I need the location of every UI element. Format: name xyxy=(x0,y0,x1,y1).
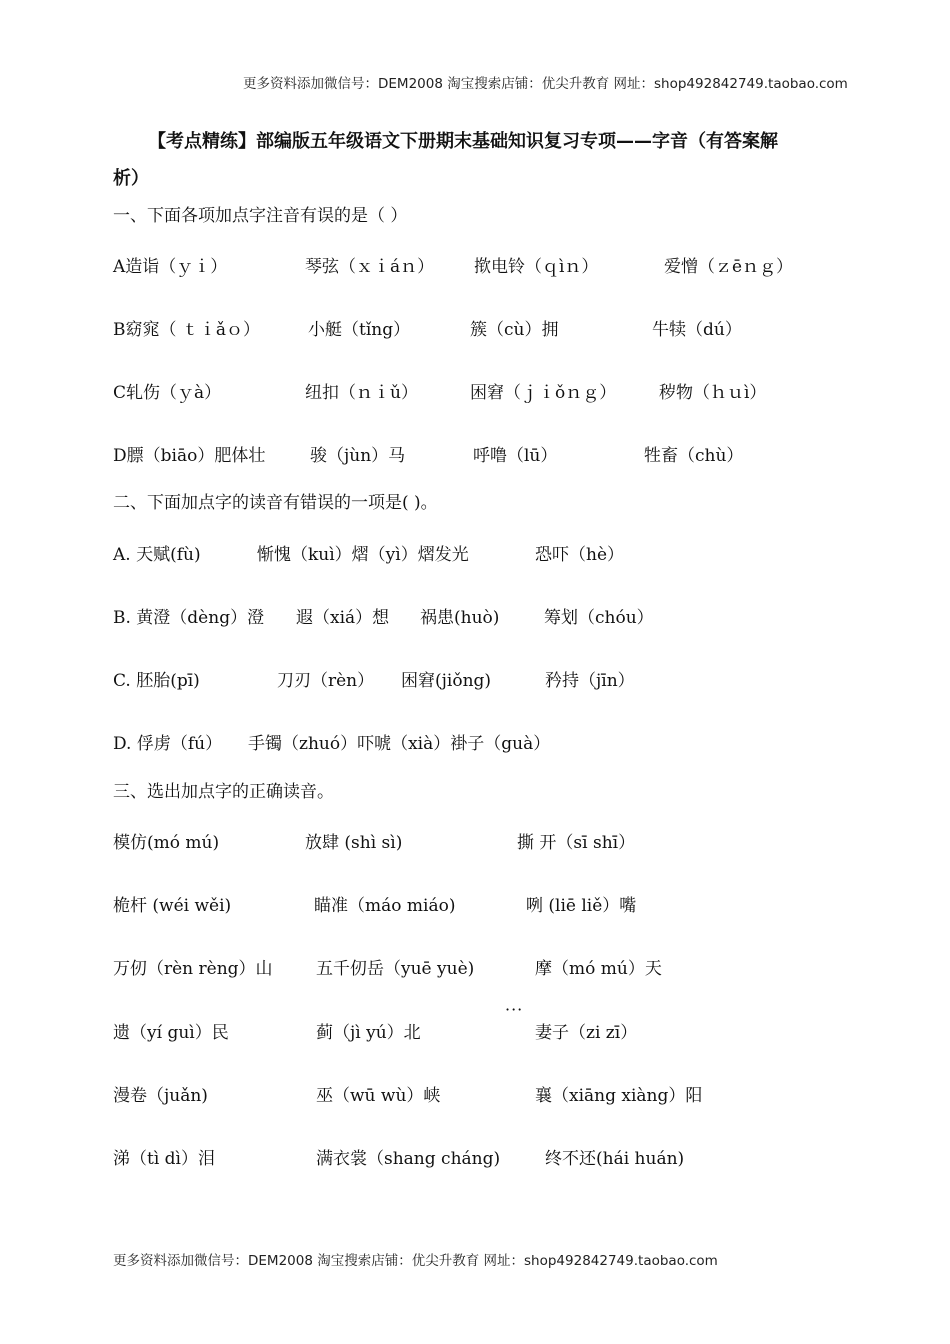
q2-c-item: 矜持（jīn） xyxy=(545,671,635,691)
q3-item: 咧 (liē liě）嘴 xyxy=(526,896,637,916)
page-header: 更多资料添加微信号：DEM2008 淘宝搜索店铺：优尖升教育 网址：shop492842749.taobao.com xyxy=(243,76,848,92)
q1-prompt: 一、下面各项加点字注音有误的是（ ） xyxy=(113,206,408,226)
emphasis-dots: ··· xyxy=(505,1000,524,1019)
q1-b-item: B窈窕（ ｔｉǎｏ） xyxy=(113,320,261,340)
q1-a-item: 揿电铃（ｑìｎ） xyxy=(474,257,599,277)
q1-d-item: 骏（jùn）马 xyxy=(310,446,406,466)
q3-item: 撕 开（sī shī） xyxy=(517,833,636,853)
page-title-line1: 【考点精练】部编版五年级语文下册期末基础知识复习专项——字音（有答案解 xyxy=(148,131,778,152)
q3-item: 涕（tì dì）泪 xyxy=(113,1149,215,1169)
q3-item: 巫（wū wù）峡 xyxy=(316,1086,441,1106)
q3-item: 遗（yí guì）民 xyxy=(113,1023,229,1043)
q2-a-item: 恐吓（hè） xyxy=(535,545,625,565)
q3-item: 模仿(mó mú) xyxy=(113,833,220,853)
q1-c-item: 秽物（ｈｕì） xyxy=(659,383,767,403)
q1-d-item: D膘（biāo）肥体壮 xyxy=(113,446,266,466)
q2-b-item: 筹划（chóu） xyxy=(544,608,654,628)
q3-item: 放肆 (shì sì) xyxy=(305,833,403,853)
q1-b-item: 小艇（tǐng） xyxy=(308,320,411,340)
q1-d-item: 牲畜（chù） xyxy=(644,446,744,466)
q3-item: 终不还(hái huán) xyxy=(545,1149,685,1169)
q2-d-item: D. 俘虏（fú） xyxy=(113,734,223,754)
q3-item: 瞄准（máo miáo) xyxy=(314,896,456,916)
q3-item: 万仞（rèn rèng）山 xyxy=(113,959,273,979)
q3-item: 摩（mó mú）天 xyxy=(535,959,662,979)
q1-a-item: 爱憎（ｚēｎｇ） xyxy=(664,257,794,277)
q3-item: 襄（xiāng xiàng）阳 xyxy=(535,1086,703,1106)
q2-b-item: 祸患(huò) xyxy=(420,608,500,628)
q2-prompt: 二、下面加点字的读音有错误的一项是( )。 xyxy=(113,493,438,513)
q2-c-item: 困窘(jiǒng) xyxy=(401,671,492,691)
page-footer: 更多资料添加微信号：DEM2008 淘宝搜索店铺：优尖升教育 网址：shop492842749.taobao.com xyxy=(113,1253,718,1269)
q3-prompt: 三、选出加点字的正确读音。 xyxy=(113,782,334,802)
q2-a-item: 惭愧（kuì）熠（yì）熠发光 xyxy=(257,545,469,565)
q1-c-item: 困窘（ｊｉǒｎｇ） xyxy=(470,383,617,403)
q3-item: 满衣裳（shang cháng) xyxy=(316,1149,501,1169)
q3-item: 桅杆 (wéi wěi) xyxy=(113,896,232,916)
q2-b-item: 遐（xiá）想 xyxy=(296,608,390,628)
q2-b-item: B. 黄澄（dèng）澄 xyxy=(113,608,265,628)
q1-a-item: 琴弦（ｘｉáｎ） xyxy=(305,257,435,277)
page-title-line2: 析） xyxy=(113,168,149,189)
q2-c-item: 刀刃（rèn） xyxy=(277,671,375,691)
q1-c-item: 纽扣（ｎｉǔ） xyxy=(305,383,418,403)
q3-item: 蓟（jì yú）北 xyxy=(316,1023,421,1043)
q3-item: 漫卷（juǎn) xyxy=(113,1086,208,1106)
q1-a-item: A造诣（ｙｉ） xyxy=(113,257,228,277)
q1-b-item: 牛犊（dú） xyxy=(652,320,742,340)
q3-item: 五千仞岳（yuē yuè) xyxy=(316,959,475,979)
q1-d-item: 呼噜（lū） xyxy=(473,446,558,466)
q1-c-item: C轧伤（ｙà） xyxy=(113,383,222,403)
q2-c-item: C. 胚胎(pī) xyxy=(113,671,200,691)
q1-b-item: 簇（cù）拥 xyxy=(470,320,559,340)
q2-a-item: A. 天赋(fù) xyxy=(113,545,201,565)
q3-item: 妻子（zi zī） xyxy=(535,1023,638,1043)
q2-d-item: 手镯（zhuó）吓唬（xià）褂子（guà） xyxy=(248,734,551,754)
